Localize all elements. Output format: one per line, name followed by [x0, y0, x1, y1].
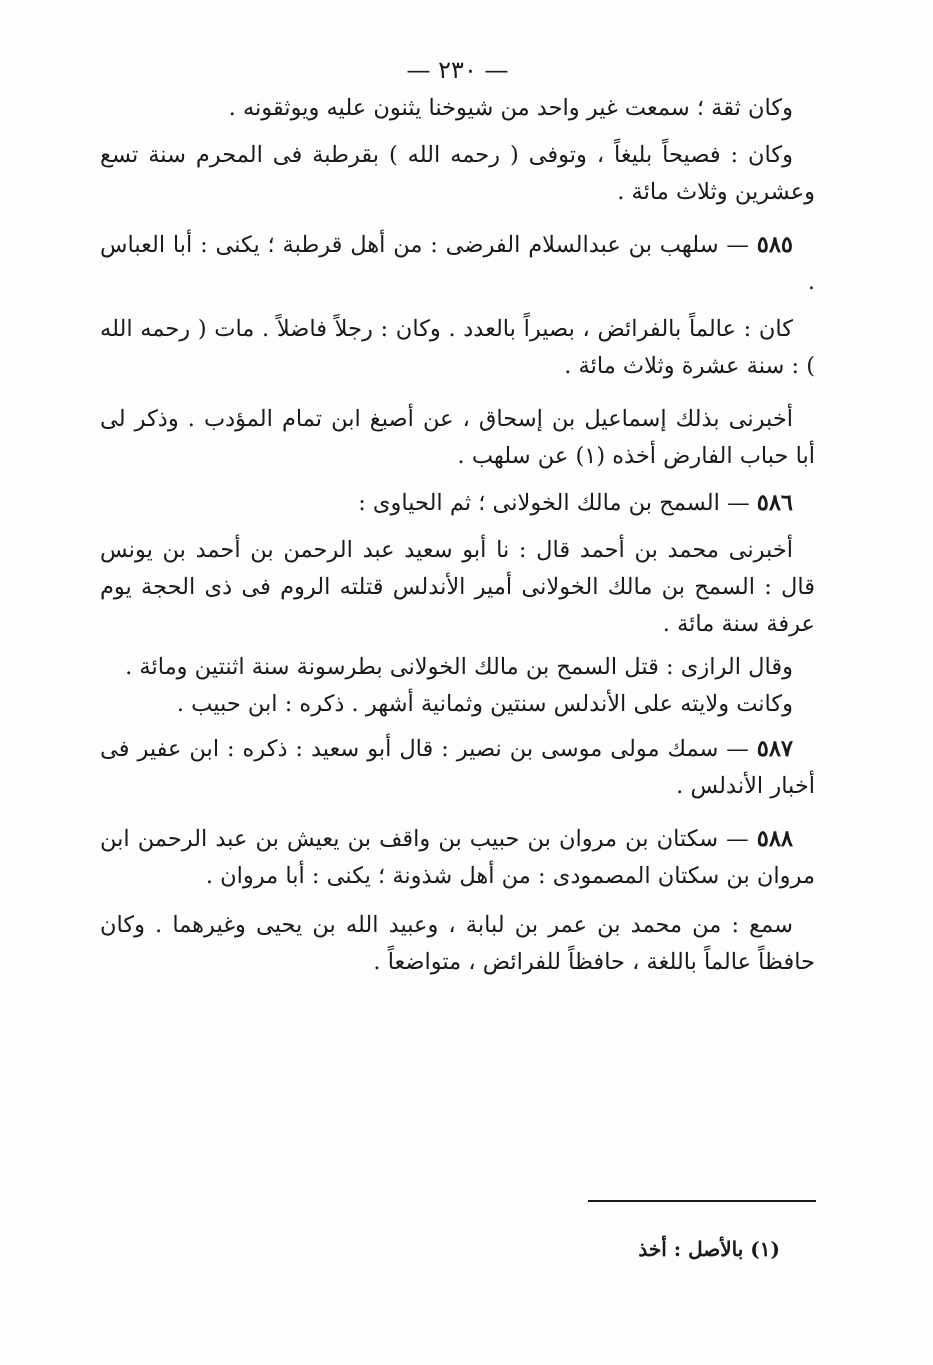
- entry-number: ٥٨٥: [756, 232, 793, 258]
- footnote-divider: [588, 1200, 816, 1202]
- paragraph: [100, 90, 815, 127]
- page-body: [100, 50, 815, 981]
- paragraph: [100, 532, 815, 643]
- paragraph-text: وكان ثقة ؛ سمعت غير واحد من شيوخنا يثنون عليه ويوثقونه .: [228, 95, 793, 121]
- page-number: — ٢٣٠ —: [406, 56, 509, 84]
- paragraph-text: وكانت ولايته على الأندلس سنتين وثمانية أشهر . ذكره : ابن حبيب .: [176, 691, 793, 717]
- paragraph-text: — السمح بن مالك الخولانى ؛ ثم الحياوى :: [358, 490, 750, 516]
- paragraph-text: أخبرنى محمد بن أحمد قال : نا أبو سعيد عبد الرحمن بن أحمد بن يونس قال : السمح بن مالك الخولانى أمير الأندلس قتلته الروم فى ذى الحجة يوم عرفة سنة مائة .: [100, 537, 815, 637]
- paragraph: [100, 401, 815, 475]
- entry-heading-paragraph: [100, 227, 815, 301]
- paragraph: [100, 311, 815, 385]
- entry-number: ٥٨٦: [756, 490, 793, 516]
- entry-heading-paragraph: [100, 821, 815, 895]
- paragraph-text: — سلهب بن عبدالسلام الفرضى : من أهل قرطبة ؛ يكنى : أبا العباس .: [100, 232, 815, 295]
- entry-number: ٥٨٧: [756, 736, 793, 762]
- paragraph-text: — سمك مولى موسى بن نصير : قال أبو سعيد : ذكره : ابن عفير فى أخبار الأندلس .: [100, 736, 815, 799]
- entry-heading-paragraph: [100, 731, 815, 805]
- paragraph-text: سمع : من محمد بن عمر بن لبابة ، وعبيد الله بن يحيى وغيرهما . وكان حافظاً عالماً باللغة ، حافظاً للفرائض ، متواضعاً .: [100, 912, 815, 975]
- paragraph: [100, 686, 815, 723]
- footnote: (١) بالأصل : أخذ: [638, 1237, 780, 1261]
- paragraph-text: وكان : فصيحاً بليغاً ، وتوفى ( رحمه الله ) بقرطبة فى المحرم سنة تسع وعشرين وثلاث مائة .: [100, 142, 815, 205]
- entry-heading-paragraph: [100, 485, 815, 522]
- entry-number: ٥٨٨: [756, 826, 793, 852]
- paragraph: [100, 907, 815, 981]
- text-body: [100, 90, 815, 981]
- paragraph-text: أخبرنى بذلك إسماعيل بن إسحاق ، عن أصبغ ابن تمام المؤدب . وذكر لى أبا حباب الفارض أخذه (١) عن سلهب .: [100, 406, 815, 469]
- paragraph-text: — سكتان بن مروان بن حبيب بن واقف بن يعيش بن عبد الرحمن ابن مروان بن سكتان المصمودى : من أهل شذونة ؛ يكنى : أبا مروان .: [100, 826, 815, 889]
- paragraph-text: كان : عالماً بالفرائض ، بصيراً بالعدد . وكان : رجلاً فاضلاً . مات ( رحمه الله ) : سنة عشرة وثلاث مائة .: [100, 316, 815, 379]
- paragraph: [100, 649, 815, 686]
- paragraph: [100, 137, 815, 211]
- paragraph-text: وقال الرازى : قتل السمح بن مالك الخولانى بطرسونة سنة اثنتين ومائة .: [125, 654, 793, 680]
